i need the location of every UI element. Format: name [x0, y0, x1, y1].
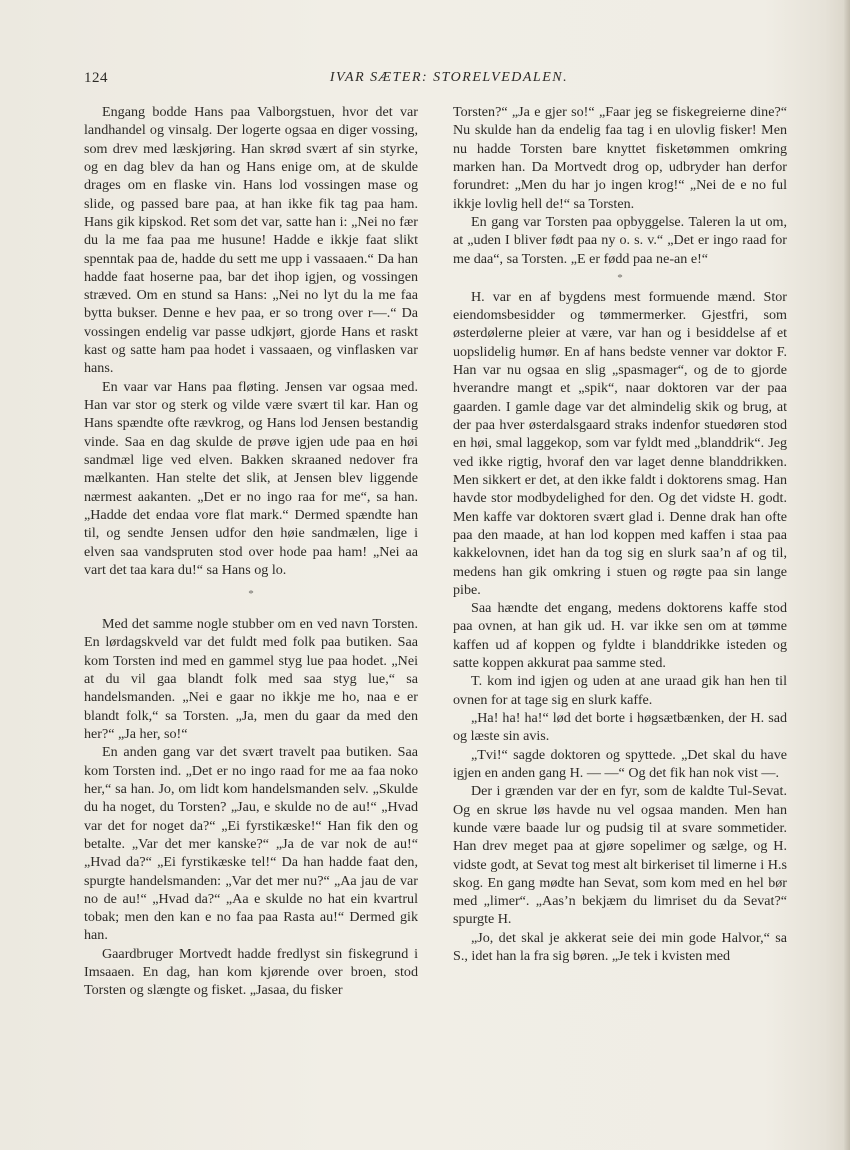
- paragraph: „Jo, det skal je akkerat seie dei min gode Halvor,“ sa S., idet han la fra sig børen. „Je tek i kvisten med: [453, 929, 787, 965]
- section-separator: *: [617, 271, 623, 284]
- paragraph: „Tvi!“ sagde doktoren og spyttede. „Det skal du have igjen en anden gang H. — —“ Og det fik han nok vist —.: [453, 746, 787, 781]
- paragraph: Engang bodde Hans paa Valborgstuen, hvor det var landhandel og vinsalg. Der logerte ogsaa en diger vossing, som drev med læskjøring. Han skrød svært af sin styrke, og en dag blev da han og Hans enige om, at de skulde drages om en flaske vin. Hans lod vossingen mase og slide, og passed bare paa, at han ikke fik tag paa ham. Hans gik kipskod. Ret som det var, satte han i: „Nei no fær du la me faa paa me husune! Hadde e ikkje faat slikt spenntak paa de, hadde du sett me upp i vassaaen.“ Da han hadde faat hoserne paa, bar det ihop igjen, og vossingen stræved. Om en stund sa Hans: „Nei no lyt du la me faa bytta bukser. Denne e hev paa, er so trong over r—.“ Da vossingen endelig var passe udkjørt, gjorde Hans et raskt kast og satte ham paa hodet i vassaaen, og vinflasken var hans.: [84, 104, 418, 377]
- paragraph: H. var en af bygdens mest formuende mænd. Stor eiendomsbesidder og tømmermerker. Gjestfri, som østerdølerne pleier at være, var han og i besiddelse af et uopslidelig humør. En af hans bedste venner var doktor F. Han var nu ogsaa en slig „spasmager“, og de to gjorde hverandre mangt et „spik“, naar doktoren var der paa gaarden. I gamle dage var det almindelig skik og brug, at der paa hver østerdalsgaard straks indenfor stuedøren stod en høi, smal laggekop, som var fyldt med „blanddrik“. Jeg ved ikke rigtig, hvoraf den var laget denne blanddrikken. Men sikkert er det, at den ikke faldt i doktorens smag. Han havde stor modbydelighed for den. Og det vidste H. godt. Men kaffe var doktoren svært glad i. Denne drak han ofte paa den maade, at han lod koppen med kaffen i staa paa kakkelovnen, idet han da tog sig en slurk saa’n af og til, medens han gik omkring i stuen og røgte paa sin lange pibe.: [453, 288, 787, 598]
- left-column: [84, 103, 418, 1000]
- paragraph: Gaardbruger Mortvedt hadde fredlyst sin fiskegrund i Imsaaen. En dag, han kom kjørende over broen, stod Torsten og slængte og fisket. „Jasaa, du fisker: [84, 945, 418, 999]
- paragraph: Saa hændte det engang, medens doktorens kaffe stod paa ovnen, at han gik ud. H. var ikke sen om at tømme kaffen ud af koppen og fyldte i blanddrikke isteden og satte koppen akkurat paa samme sted.: [453, 600, 787, 672]
- paragraph: En anden gang var det svært travelt paa butiken. Saa kom Torsten ind. „Det er no ingo raad for me aa faa noko her,“ sa han. Jo, om lidt kom handelsmanden selv. „Skulde du ha noget, du Torsten? „Jau, e skulde no de au!“ „Hvad var det for noget da?“ „Ei fyrstikæske!“ Han fik den og betalte. „Var det mer kanske?“ „Ja de var nok de au!“ „Hvad da?“ „Ei fyrstikæske tel!“ Da han hadde faat den, spurgte handelsmanden: „Var det mer nu?“ „Aa jau de var no de au!“ „Hvad da?“ „Aa e skulde no hat ein kvartrul tobak; men den kan e no faa paa Rasta au!“ Dermed gik han.: [84, 744, 418, 944]
- paragraph: En vaar var Hans paa fløting. Jensen var ogsaa med. Han var stor og sterk og vilde være svært til kar. Han og Hans spændte ofte rævkrog, og Hans lod Jensen bestandig vinde. Saa en dag skulde de prøve igjen ude paa en høi sandmæl lige ved elven. Bakken skraaned nedover fra mælkanten. Han stelte det slik, at Jensen blev liggende nærmest aakanten. „Det er no ingo raa for me“, sa han. „Hadde det endaa vore flat mark.“ Dermed spændte han til, og sendte Jensen udfor den høie sandmælen, lige i elven saa vandspruten stod over hode paa ham! „Nei aa vart det taa kara du!“ sa Hans og lo.: [84, 378, 418, 578]
- paragraph: En gang var Torsten paa opbyggelse. Taleren la ut om, at „uden I bliver født paa ny o. s. v.“ „Det er ingo raad for me daa“, sa Torsten. „E er fødd paa ne-an e!“: [453, 213, 787, 267]
- paragraph: „Ha! ha! ha!“ lød det borte i høgsætbænken, der H. sad og læste sin avis.: [453, 710, 787, 745]
- page-header: [84, 70, 814, 92]
- paragraph: T. kom ind igjen og uden at ane uraad gik han hen til ovnen for at tage sig en slurk kaffe.: [453, 673, 787, 708]
- paragraph: Der i grænden var der en fyr, som de kaldte Tul-Sevat. Og en skrue løs havde nu vel ogsaa manden. Men han kunde være baade lur og pudsig til at svare sommetider. Han drev meget paa at gjøre sopelimer og sælge, og H. vidste godt, at Sevat tog mest alt birkeriset til limerne i H.s skog. En gang mødte han Sevat, som kom med en hel bør med „limer“. „Aas’n bekjæm du limriset du da Sevat?“ spurgte H.: [453, 783, 787, 928]
- right-column: [453, 103, 787, 965]
- running-head: IVAR SÆTER: STORELVEDALEN.: [329, 70, 569, 85]
- page-number: 124: [84, 70, 108, 86]
- paragraph: Torsten?“ „Ja e gjer so!“ „Faar jeg se fiskegreierne dine?“ Nu skulde han da endelig faa tag i en ulovlig fisker! Men nu hadde Torsten bare knyttet fisketømmen omkring marken han. Da Mortvedt drog op, udbryder han derfor forundret: „Men du har jo ingen krog!“ „Nei de e no ful ikkje lovlig hell de!“ sa Torsten.: [453, 104, 787, 212]
- section-separator: *: [248, 588, 254, 601]
- paragraph: Med det samme nogle stubber om en ved navn Torsten. En lørdagskveld var det fuldt med folk paa butiken. Saa kom Torsten ind med en gammel styg lue paa hodet. „Nei at du vil gaa blandt folk med saa styg lue,“ sa handelsmanden. „Nei e gaar no ikkje me ho, naa e er blandt folk,“ sa Torsten. „Ja, men du gaar da med den her?“ „Ja her, so!“: [84, 616, 418, 742]
- page-edge: [844, 0, 850, 1150]
